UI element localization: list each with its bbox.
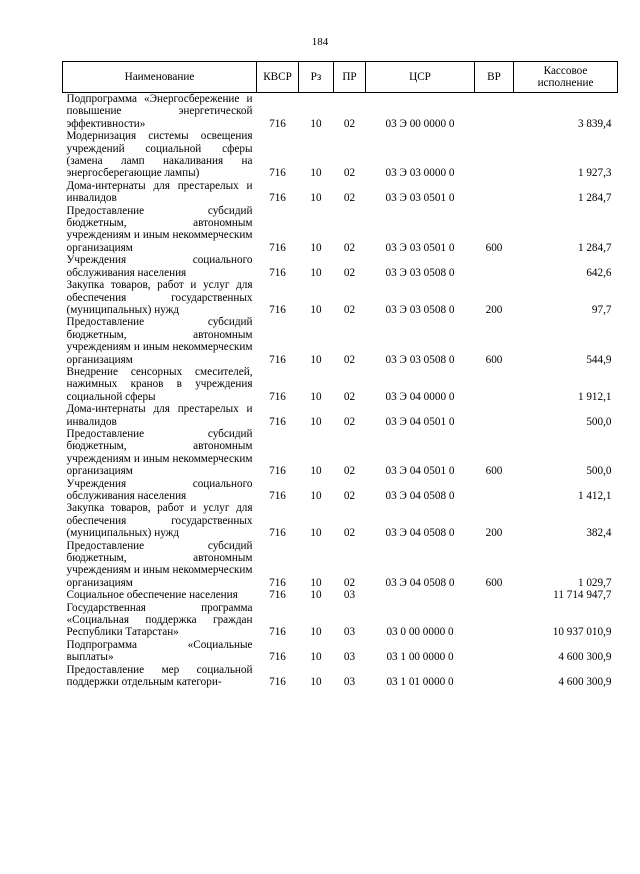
cell-kvsr: 716 [269, 626, 286, 639]
cell-kvsr: 716 [269, 589, 286, 602]
cell-exec: 1 412,1 [577, 490, 612, 502]
cell-rz: 10 [310, 465, 322, 478]
cell-kvsr: 716 [269, 192, 286, 205]
cell-pr: 02 [343, 241, 356, 254]
cell-kvsr: 716 [269, 415, 286, 428]
cell-name: Дома-интернаты для престарелых и инвалидов [66, 179, 253, 205]
cell-kvsr: 716 [269, 167, 286, 180]
cell-rz: 10 [310, 676, 322, 689]
cell-exec: 500,0 [586, 415, 612, 428]
header-pr: ПР [334, 62, 366, 93]
cell-exec: 10 937 010,9 [552, 626, 612, 639]
cell-vr [475, 366, 514, 403]
cell-csr: 03 Э 04 0508 0 [385, 576, 455, 589]
cell-name: Закупка товаров, работ и услуг для обеспечения государственных (муниципальных) нужд [66, 502, 253, 540]
cell-exec: 11 714 947,7 [553, 589, 612, 602]
cell-csr: 03 Э 03 0000 0 [385, 167, 455, 180]
cell-csr: 03 Э 00 0000 0 [385, 117, 455, 130]
cell-csr: 03 Э 04 0508 0 [385, 527, 455, 540]
cell-name: Закупка товаров, работ и услуг для обеспечения государственных (муниципальных) нужд [66, 279, 253, 316]
table-row [63, 639, 618, 664]
header-csr: ЦСР [366, 62, 475, 93]
cell-kvsr: 716 [269, 676, 286, 689]
cell-kvsr: 716 [269, 390, 286, 403]
cell-name: Подпрограмма «Энергосбережение и повышение энергетической эффективности» [66, 93, 253, 130]
cell-kvsr: 716 [269, 465, 286, 478]
header-exec: Кассовое исполнение [514, 62, 618, 93]
cell-rz: 10 [310, 167, 322, 180]
cell-name: Предоставление субсидий бюджетным, автономным учреждениям и иным некоммерческим организациям [66, 204, 253, 254]
cell-pr: 03 [343, 626, 356, 639]
cell-kvsr: 716 [269, 117, 286, 130]
cell-vr [475, 664, 514, 689]
cell-exec: 642,6 [586, 266, 612, 279]
cell-rz: 10 [310, 490, 322, 502]
cell-exec: 3 839,4 [577, 117, 612, 130]
cell-pr: 02 [343, 465, 356, 478]
table-row [63, 93, 618, 131]
cell-vr [475, 254, 514, 279]
cell-exec: 4 600 300,9 [558, 676, 612, 689]
table-row [63, 478, 618, 503]
header-rz: Рз [299, 62, 334, 93]
cell-exec: 1 912,1 [577, 390, 612, 403]
cell-csr: 03 Э 03 0508 0 [385, 266, 455, 279]
cell-vr [475, 478, 514, 503]
cell-csr: 03 Э 03 0501 0 [385, 192, 455, 205]
cell-vr: 600 [485, 241, 503, 254]
table-row [63, 602, 618, 639]
cell-name: Учреждения социального обслуживания населения [66, 477, 253, 502]
cell-csr: 03 1 01 0000 0 [386, 676, 454, 689]
cell-exec: 544,9 [586, 353, 612, 366]
cell-name: Предоставление субсидий бюджетным, автономным учреждениям и иным некоммерческим организациям [66, 316, 253, 366]
cell-pr: 02 [343, 527, 356, 540]
cell-rz: 10 [310, 266, 322, 279]
cell-name: Внедрение сенсорных смесителей, нажимных кранов в учреждения социальной сферы [66, 365, 253, 403]
cell-vr: 600 [485, 465, 503, 478]
cell-kvsr: 716 [269, 490, 286, 502]
header-name: Наименование [63, 62, 257, 93]
cell-csr: 03 Э 04 0501 0 [385, 465, 455, 478]
page-number: 184 [311, 36, 329, 48]
cell-name: Государственная программа «Социальная поддержка граждан Республики Татарстан» [66, 601, 253, 639]
cell-pr: 02 [343, 192, 356, 205]
table-row [63, 403, 618, 428]
table-row [63, 180, 618, 205]
header-kvsr: КВСР [257, 62, 299, 93]
cell-exec: 97,7 [591, 303, 612, 316]
cell-rz: 10 [310, 527, 322, 540]
table-header [63, 62, 618, 93]
cell-rz: 10 [310, 390, 322, 403]
cell-pr: 03 [343, 589, 356, 602]
cell-vr [475, 93, 514, 131]
cell-vr [475, 180, 514, 205]
cell-rz: 10 [310, 576, 322, 589]
cell-exec: 1 284,7 [577, 241, 612, 254]
cell-kvsr: 716 [269, 651, 286, 664]
cell-kvsr: 716 [269, 266, 286, 279]
cell-rz: 10 [310, 415, 322, 428]
cell-vr [475, 130, 514, 180]
cell-pr: 02 [343, 303, 356, 316]
cell-csr: 03 Э 03 0501 0 [385, 241, 455, 254]
cell-exec: 1 029,7 [577, 576, 612, 589]
cell-rz: 10 [310, 241, 322, 254]
table-row [63, 428, 618, 478]
cell-rz: 10 [310, 117, 322, 130]
cell-csr: 03 Э 04 0508 0 [385, 490, 455, 502]
cell-vr [475, 602, 514, 639]
cell-vr [475, 589, 514, 601]
cell-pr: 02 [343, 266, 356, 279]
cell-pr: 02 [343, 117, 356, 130]
cell-pr: 02 [343, 390, 356, 403]
cell-csr: 03 Э 04 0501 0 [385, 415, 455, 428]
cell-name: Предоставление субсидий бюджетным, автономным учреждениям и иным некоммерческим организациям [66, 539, 253, 589]
cell-exec: 500,0 [586, 465, 612, 478]
table-row [63, 130, 618, 180]
cell-name: Предоставление мер социальной поддержки отдельным категори- [66, 663, 253, 689]
cell-pr: 03 [343, 676, 356, 689]
cell-rz: 10 [310, 303, 322, 316]
cell-pr: 03 [343, 651, 356, 664]
cell-vr: 600 [485, 353, 503, 366]
cell-vr: 200 [485, 527, 503, 540]
budget-execution-table [62, 61, 618, 689]
cell-name: Предоставление субсидий бюджетным, автономным учреждениям и иным некоммерческим организациям [66, 427, 253, 478]
table-row [63, 502, 618, 539]
cell-rz: 10 [310, 353, 322, 366]
cell-pr: 02 [343, 490, 356, 502]
cell-vr: 600 [485, 576, 503, 589]
cell-name: Социальное обеспечение населения [66, 589, 238, 602]
cell-exec: 382,4 [586, 527, 612, 540]
cell-kvsr: 716 [269, 527, 286, 540]
cell-vr [475, 403, 514, 428]
header-vr: ВР [475, 62, 514, 93]
cell-rz: 10 [310, 192, 322, 205]
cell-exec: 1 927,3 [577, 167, 612, 180]
cell-csr: 03 Э 03 0508 0 [385, 303, 455, 316]
cell-kvsr: 716 [269, 241, 286, 254]
cell-rz: 10 [310, 626, 322, 639]
cell-pr: 02 [343, 167, 356, 180]
cell-name: Учреждения социального обслуживания населения [66, 254, 253, 279]
cell-name: Дома-интернаты для престарелых и инвалидов [66, 403, 253, 428]
cell-pr: 02 [343, 415, 356, 428]
cell-vr [475, 639, 514, 664]
table-row [63, 254, 618, 279]
cell-csr: 03 Э 03 0508 0 [385, 353, 455, 366]
cell-exec: 4 600 300,9 [558, 651, 612, 664]
cell-rz: 10 [310, 589, 322, 602]
table-row [63, 316, 618, 366]
table-row [63, 664, 618, 689]
cell-pr: 02 [343, 353, 356, 366]
table-row [63, 205, 618, 255]
table-row [63, 279, 618, 316]
cell-vr: 200 [485, 303, 503, 316]
cell-csr: 03 0 00 0000 0 [386, 626, 454, 639]
cell-kvsr: 716 [269, 353, 286, 366]
cell-name: Модернизация системы освещения учреждений социальной сферы (замена ламп накаливания на энергосберегающие лампы) [66, 130, 253, 180]
cell-csr: 03 Э 04 0000 0 [385, 390, 455, 403]
table-row [63, 589, 618, 601]
cell-csr [366, 589, 475, 601]
table-body [63, 93, 618, 689]
cell-pr: 02 [343, 576, 356, 589]
cell-rz: 10 [310, 651, 322, 664]
cell-exec: 1 284,7 [577, 192, 612, 205]
cell-name: Подпрограмма «Социальные выплаты» [66, 638, 253, 664]
table-row [63, 366, 618, 403]
cell-kvsr: 716 [269, 576, 286, 589]
cell-csr: 03 1 00 0000 0 [386, 651, 454, 664]
table-row [63, 540, 618, 590]
cell-kvsr: 716 [269, 303, 286, 316]
